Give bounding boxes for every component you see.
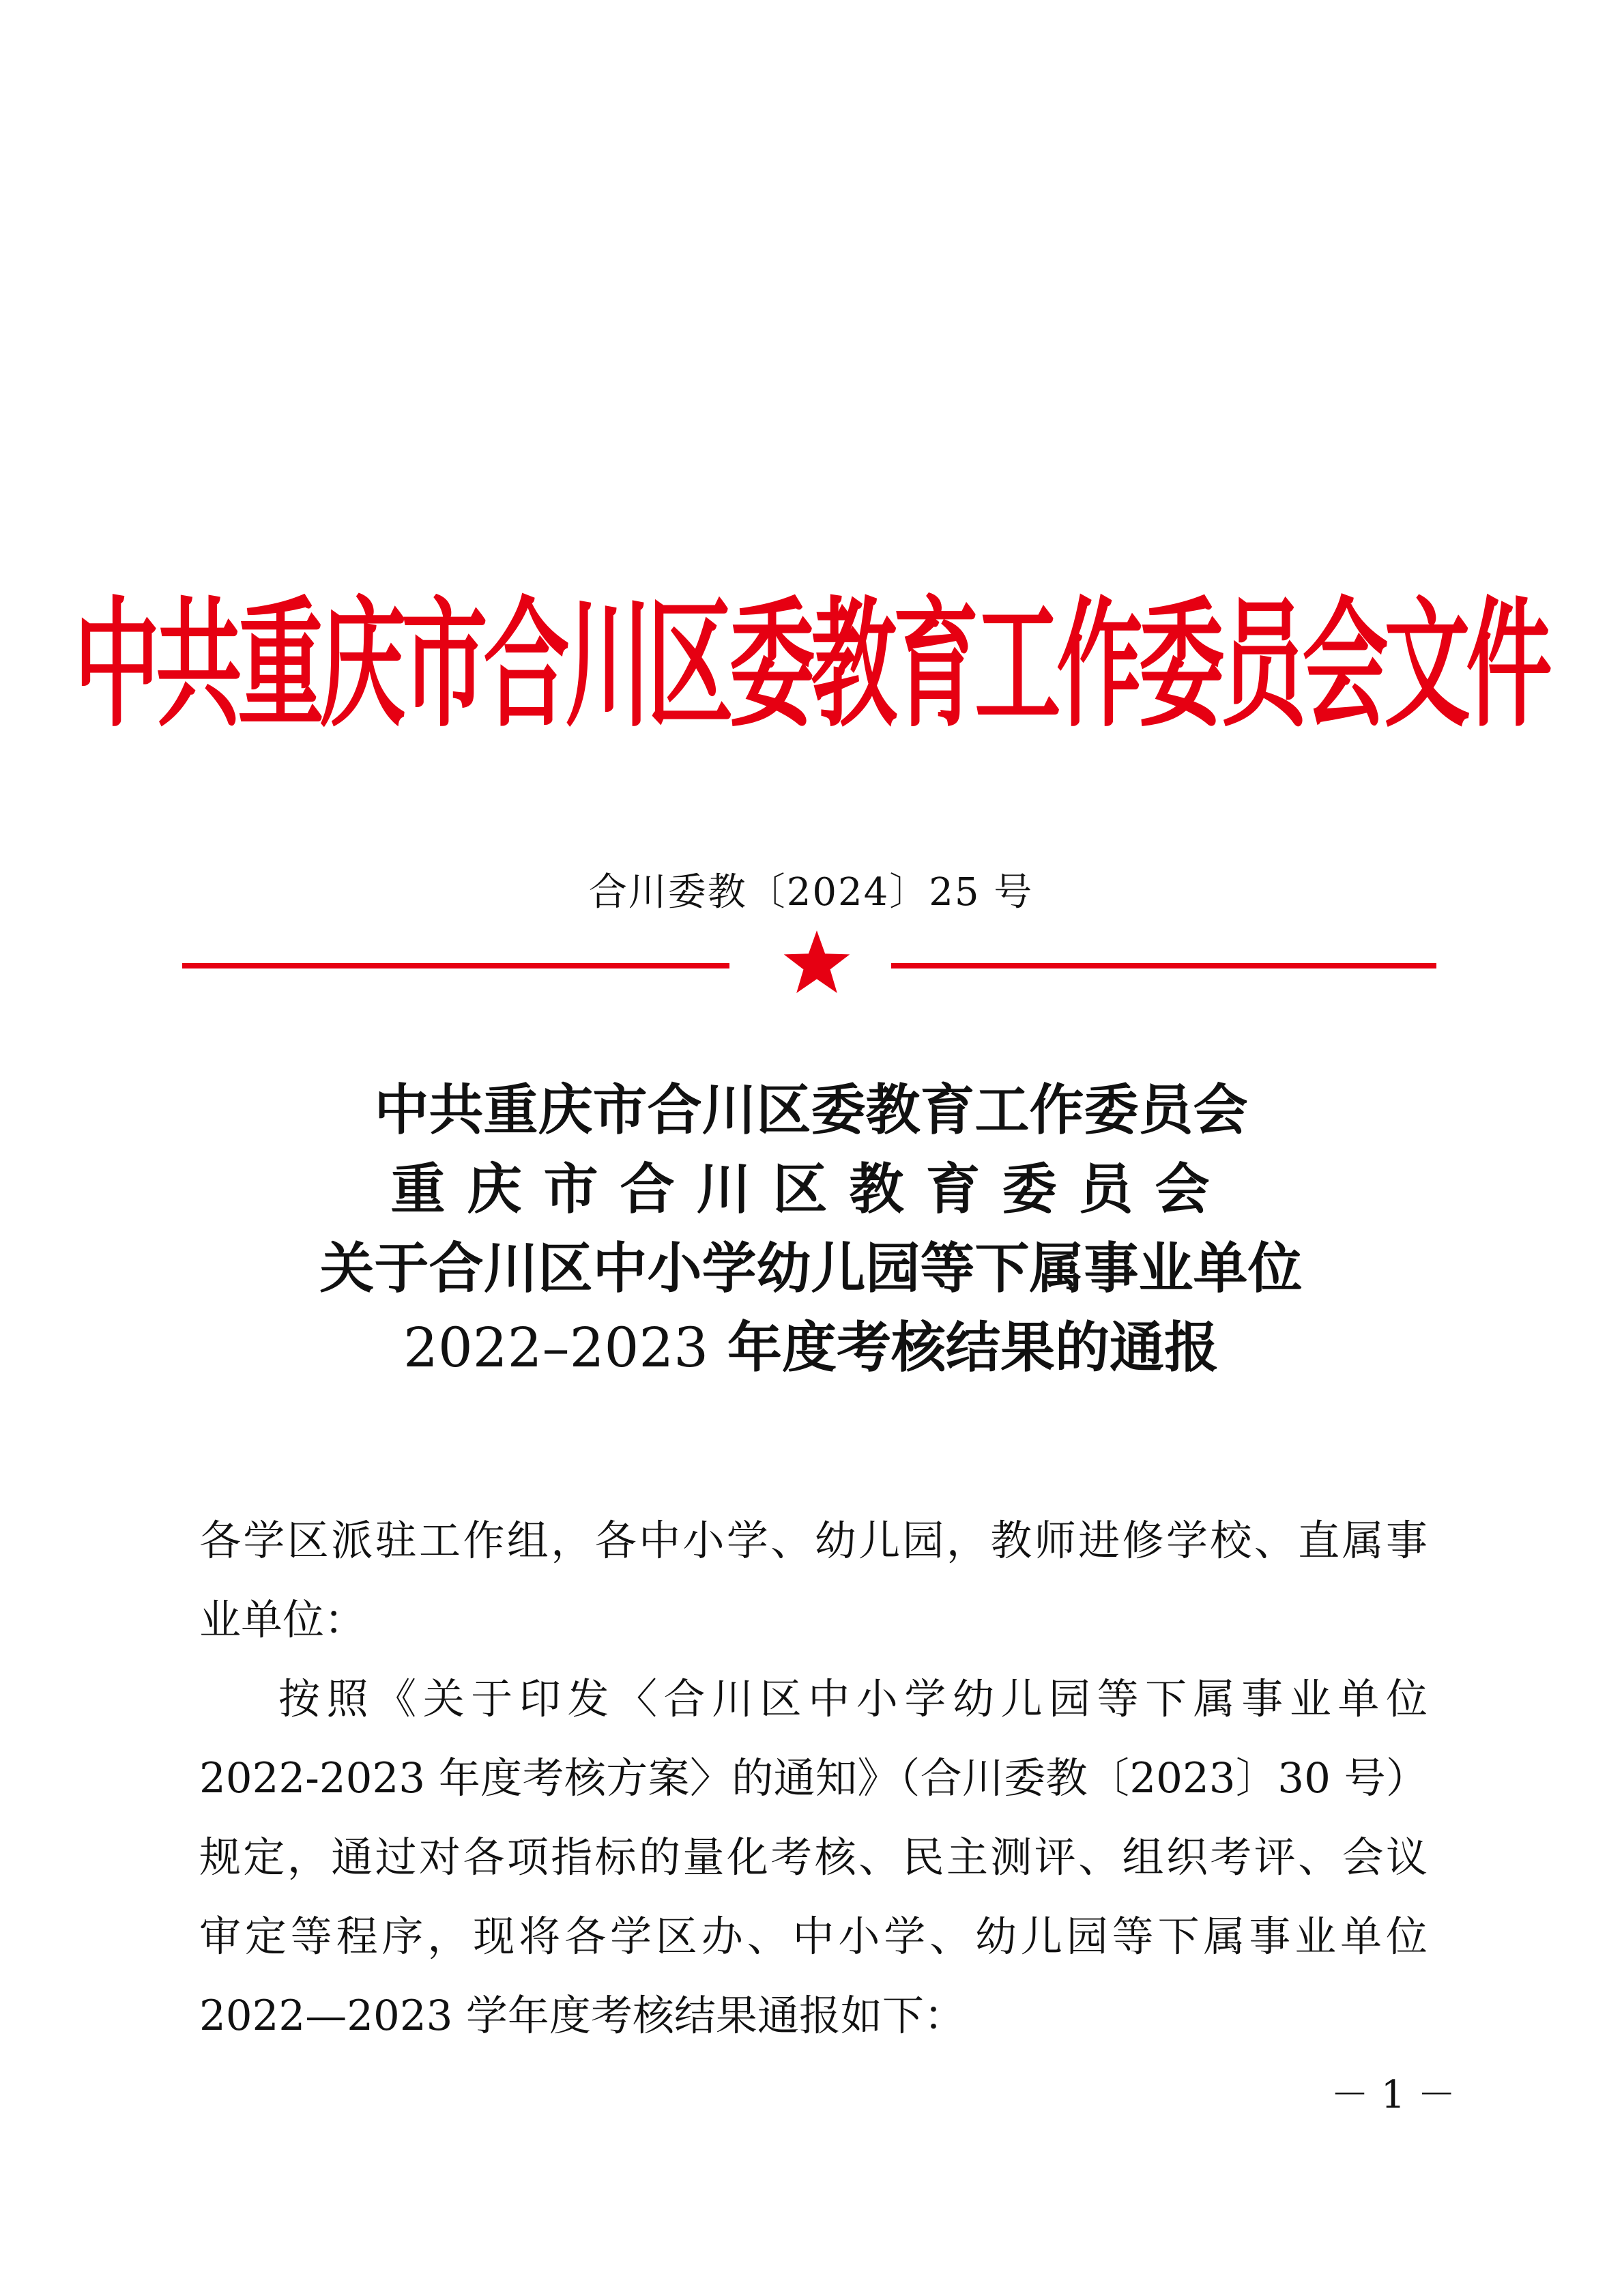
divider-right-line [891,963,1436,968]
document-number: 合川委教〔2024〕25 号 [588,870,1034,915]
document-title [0,1070,1622,1387]
paragraph-line-4: 审定等程序，现将各学区办、中小学、幼儿园等下属事业单位 [199,1912,1428,1961]
title-line-2: 重庆市合川区教育委员会 [390,1157,1232,1221]
title-year: 2022–2023 [403,1316,709,1379]
paragraph-line-2: 2022-2023 年度考核方案〉的通知》（合川委教〔2023〕30 号） [199,1754,1428,1803]
title-line-4-text: 年度考核结果的通报 [708,1315,1219,1379]
paragraph-line-3: 规定，通过对各项指标的量化考核、民主测评、组织考评、会议 [199,1833,1428,1882]
salutation [199,1502,1428,1660]
divider-left-line [182,963,729,968]
title-line-1: 中共重庆市合川区委教育工作委员会 [374,1078,1248,1142]
page-number: － 1 － [1331,2073,1456,2117]
paragraph-line-5: 2022—2023 学年度考核结果通报如下： [199,1992,966,2040]
salutation-line-1: 各学区派驻工作组，各中小学、幼儿园，教师进修学校、直属事 [199,1517,1428,1565]
document-masthead: 中共重庆市合川区委教育工作委员会文件 [74,584,1548,747]
star-icon [780,928,854,1002]
title-line-4 [0,1308,1622,1387]
paragraph-line-1: 按照《关于印发〈合川区中小学幼儿园等下属事业单位 [278,1675,1428,1723]
body-paragraph [199,1660,1428,2056]
salutation-line-2: 业单位： [199,1596,366,1644]
title-line-3: 关于合川区中小学幼儿园等下属事业单位 [319,1236,1303,1300]
